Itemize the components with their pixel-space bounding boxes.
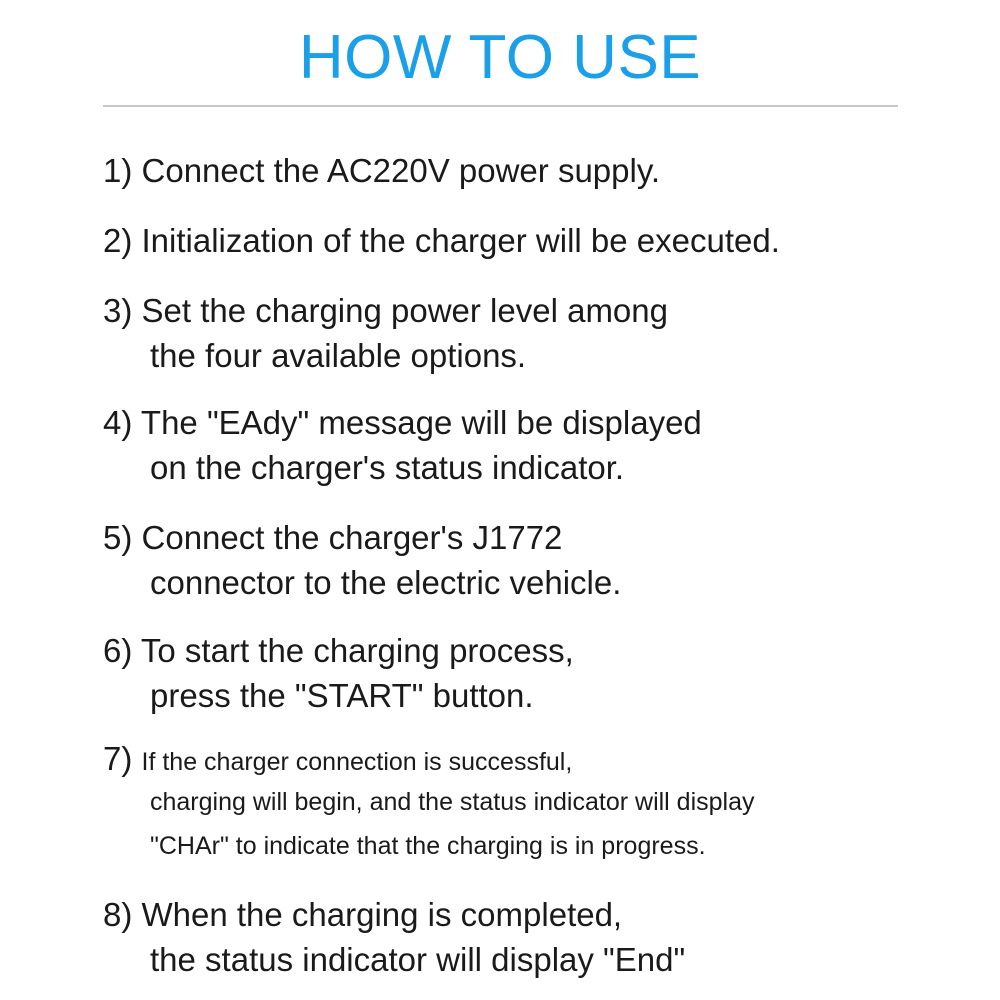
step-7-number: 7) xyxy=(103,740,133,777)
step-4-line-1: 4) The "EAdy" message will be displayed xyxy=(103,404,702,441)
step-3-line-1: 3) Set the charging power level among xyxy=(103,292,668,329)
step-5-line-2: connector to the electric vehicle. xyxy=(150,564,622,601)
step-5-line-1: 5) Connect the charger's J1772 xyxy=(103,519,563,556)
step-7-line-1 xyxy=(103,736,755,780)
step-4 xyxy=(103,400,702,490)
step-7-line-3: "CHAr" to indicate that the charging is in progress. xyxy=(150,832,706,860)
step-6-line-1: 6) To start the charging process, xyxy=(103,632,574,669)
step-3-line-2: the four available options. xyxy=(150,337,527,374)
step-7-line-1-text: If the charger connection is successful, xyxy=(141,748,573,776)
step-1-line-1: 1) Connect the AC220V power supply. xyxy=(103,152,661,189)
step-8-line-1: 8) When the charging is completed, xyxy=(103,896,623,933)
title-divider xyxy=(103,105,898,107)
step-5 xyxy=(103,515,621,605)
step-8 xyxy=(103,892,685,982)
page-title: HOW TO USE xyxy=(298,23,702,92)
step-4-line-2: on the charger's status indicator. xyxy=(150,449,625,486)
step-3 xyxy=(103,288,668,378)
step-2 xyxy=(103,218,780,263)
step-7-line-2: charging will begin, and the status indicator will display xyxy=(150,788,755,816)
step-6-line-2: press the "START" button. xyxy=(150,677,534,714)
step-2-line-1: 2) Initialization of the charger will be executed. xyxy=(103,222,780,259)
step-1 xyxy=(103,148,660,193)
step-7 xyxy=(103,736,755,868)
step-6 xyxy=(103,628,574,718)
step-8-line-2: the status indicator will display "End" xyxy=(150,941,686,978)
